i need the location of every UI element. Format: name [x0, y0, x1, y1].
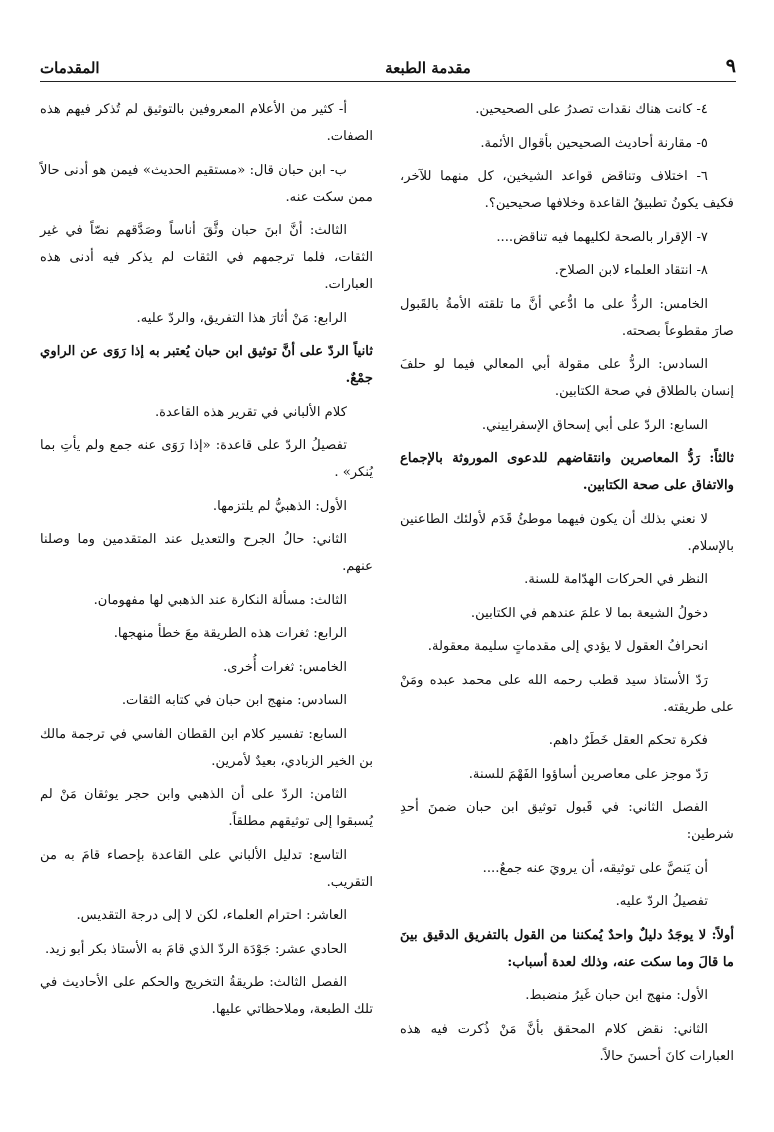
toc-item: فكرة تحكم العقل خَطَرٌ داهم.	[548, 733, 708, 748]
page-header	[40, 52, 736, 82]
toc-item: كلام الألباني في تقرير هذه القاعدة.	[154, 404, 347, 420]
toc-item: العاشر: احترام العلماء، لكن لا إلى درجة التقديس.	[76, 908, 347, 923]
toc-item: ٦- اختلاف وتناقض قواعد الشيخين، كل منهما للآخر، فكيف يكونُ تطبيقُ القاعدة وخلافها صحيحين؟.	[400, 169, 734, 211]
toc-item: انحرافُ العقول لا يؤدي إلى مقدماتٍ سليمة معقولة.	[427, 639, 708, 654]
toc-item: الأول: منهج ابن حبان غَيرُ منضبط.	[525, 988, 708, 1003]
toc-heading-text: ثالثاً: رَدُّ المعاصرين وانتقاضهم للدعوى الموروثة بالإجماع والاتفاق على صحة الكتابين.	[400, 451, 734, 493]
right-column	[400, 96, 734, 1076]
toc-item: ب- ابن حبان قال: «مستقيم الحديث» فيمن هو أدنى حالاً ممن سكت عنه.	[40, 162, 373, 205]
left-column	[40, 96, 373, 1030]
toc-item: السادس: منهج ابن حبان في كتابه الثقات.	[121, 693, 347, 708]
toc-item: ٤- كانت هناك نقدات تصدرُ على الصحيحين.	[475, 102, 708, 117]
toc-item: التاسع: تدليل الألباني على القاعدة بإحصاء قامَ به من التقريب.	[40, 847, 373, 890]
toc-item: الفصل الثالث: طريقةُ التخريج والحكم على الأحاديث في تلك الطبعة، وملاحظاتي عليها.	[40, 975, 373, 1017]
toc-item: ٥- مقارنة أحاديث الصحيحين بأقوال الأئمة.	[480, 135, 708, 151]
toc-item: أ- كثير من الأعلام المعروفين بالتوثيق لم تُذكر فيهم هذه الصفات.	[40, 102, 373, 144]
toc-heading	[40, 338, 373, 392]
toc-item: الثامن: الردّ على أن الذهبي وابن حجر يوثقان مَنْ لم يُسبقوا إلى توثيقهم مطلقاً.	[40, 787, 373, 829]
toc-heading-text: أولاً: لا يوجَدُ دليلٌ واحدٌ يُمكننا من القول بالتفريق الدقيق بينَ ما قالَ وما سكت عنه، وذلك لعدة أسباب:	[400, 927, 734, 970]
toc-heading-text: ثانياً الردّ على أنَّ توثيق ابن حبان يُعتبر به إذا رَوَى عن الراوي جمْعٌ.	[40, 344, 373, 386]
toc-item: الخامس: الردُّ على ما ادُّعي أنَّ ما تلقته الأمةُ بالقَبول صارَ مقطوعاً بصحته.	[400, 296, 734, 339]
toc-item: دخولُ الشيعة بما لا علمَ عندهم في الكتابين.	[470, 605, 708, 621]
toc-item: الحادي عشر: جَوْدَة الردّ الذي قامَ به الأستاذ بكر أبو زيد.	[44, 941, 347, 957]
toc-item: السابع: الردّ على أبي إسحاق الإسفراييني.	[481, 417, 708, 433]
toc-item: الفصل الثاني: في قَبول توثيق ابن حبان ضمنَ أحدِ شرطين:	[400, 800, 734, 842]
toc-item: الخامس: ثغرات أُخرى.	[223, 659, 347, 675]
toc-item: السادس: الردُّ على مقولة أبي المعالي فيما لو حلفَ إنسان بالطلاق في صحة الكتابين.	[400, 357, 734, 399]
toc-item: رَدّ الأستاذ سيد قطب رحمه الله على محمد عبده ومَنْ على طريقته.	[400, 672, 734, 715]
section-title: المقدمات	[40, 59, 100, 77]
toc-item: تفصيلُ الردّ عليه.	[615, 894, 708, 909]
toc-item: ٨- انتقاد العلماء لابن الصلاح.	[554, 263, 708, 278]
toc-item: لا نعني بذلك أن يكون فيهما موطئُ قَدَم لأولئك الطاعنين بالإسلام.	[400, 511, 734, 554]
toc-item: النظر في الحركات الهدّامة للسنة.	[524, 572, 708, 587]
toc-heading	[400, 922, 734, 976]
toc-item: الرابع: مَنْ أثارَ هذا التفريق، والردّ عليه.	[136, 310, 347, 326]
toc-item: أن يَنصَّ على توثيقه، أن يرويَ عنه جمعٌ....	[482, 860, 708, 876]
toc-item: رَدّ موجز على معاصرين أساؤوا الفَهْمَ للسنة.	[468, 766, 708, 782]
toc-item: ٧- الإقرار بالصحة لكليهما فيه تناقض....	[496, 229, 708, 245]
page-number: ٩	[725, 55, 736, 77]
running-title: مقدمة الطبعة	[385, 59, 471, 77]
toc-item: الثاني: نقض كلام المحقق بأنَّ مَنْ ذُكرت فيه هذه العبارات كانَ أحسنَ حالاً.	[400, 1021, 734, 1064]
toc-item: الثالث: مسألة النكارة عند الذهبي لها مفهومان.	[93, 592, 347, 608]
toc-item: الثاني: حالُ الجرح والتعديل عند المتقدمين وما وصلنا عنهم.	[40, 532, 373, 574]
toc-item: السابع: تفسير كلام ابن القطان الفاسي في ترجمة مالك بن الخير الزبادي، بعيدٌ لأمرين.	[40, 726, 373, 769]
toc-item: الثالث: أنَّ ابنَ حبان وثَّقَ أناساً وصَدَّقهم نصّاً في غير الثقات، فلما ترجمهم في الثقات لم يذكر فيه أدنى هذه العبارات.	[40, 223, 373, 292]
toc-item: تفصيلُ الردّ على قاعدة: «إذا رَوَى عنه جمع ولم يأتِ بما يُنكر» .	[40, 438, 373, 480]
toc-heading	[400, 445, 734, 499]
toc-item: الرابع: ثغرات هذه الطريقة معَ خطأ منهجها.	[113, 626, 347, 641]
toc-item: الأول: الذهبيُّ لم يلتزمها.	[212, 498, 347, 514]
